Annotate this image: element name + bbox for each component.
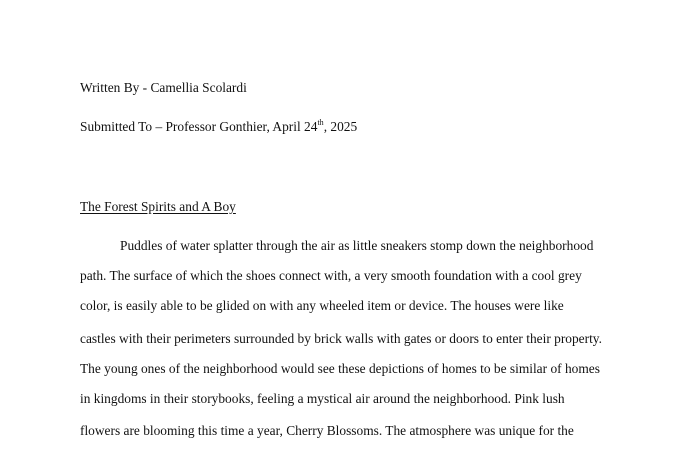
paragraph-line: flowers are blooming this time a year, Cherry Blossoms. The atmosphere was unique for the xyxy=(80,423,574,438)
story-title: The Forest Spirits and A Boy xyxy=(80,199,236,214)
author-line: Written By - Camellia Scolardi xyxy=(80,80,247,95)
submission-year: , 2025 xyxy=(323,119,358,134)
submission-line xyxy=(80,119,357,135)
paragraph-line: color, is easily able to be glided on with any wheeled item or device. The houses were like xyxy=(80,298,564,313)
paragraph-line: Puddles of water splatter through the air as little sneakers stomp down the neighborhood xyxy=(120,238,594,253)
submission-text: Submitted To – Professor Gonthier, April 24 xyxy=(80,119,318,134)
paragraph-line: The young ones of the neighborhood would see these depictions of homes to be similar of homes xyxy=(80,361,600,376)
paragraph-line: path. The surface of which the shoes connect with, a very smooth foundation with a cool grey xyxy=(80,268,582,283)
date-ordinal-superscript: th xyxy=(317,117,324,127)
paragraph-line: castles with their perimeters surrounded by brick walls with gates or doors to enter their property. xyxy=(80,331,602,346)
paragraph-line: in kingdoms in their storybooks, feeling a mystical air around the neighborhood. Pink lush xyxy=(80,391,565,406)
